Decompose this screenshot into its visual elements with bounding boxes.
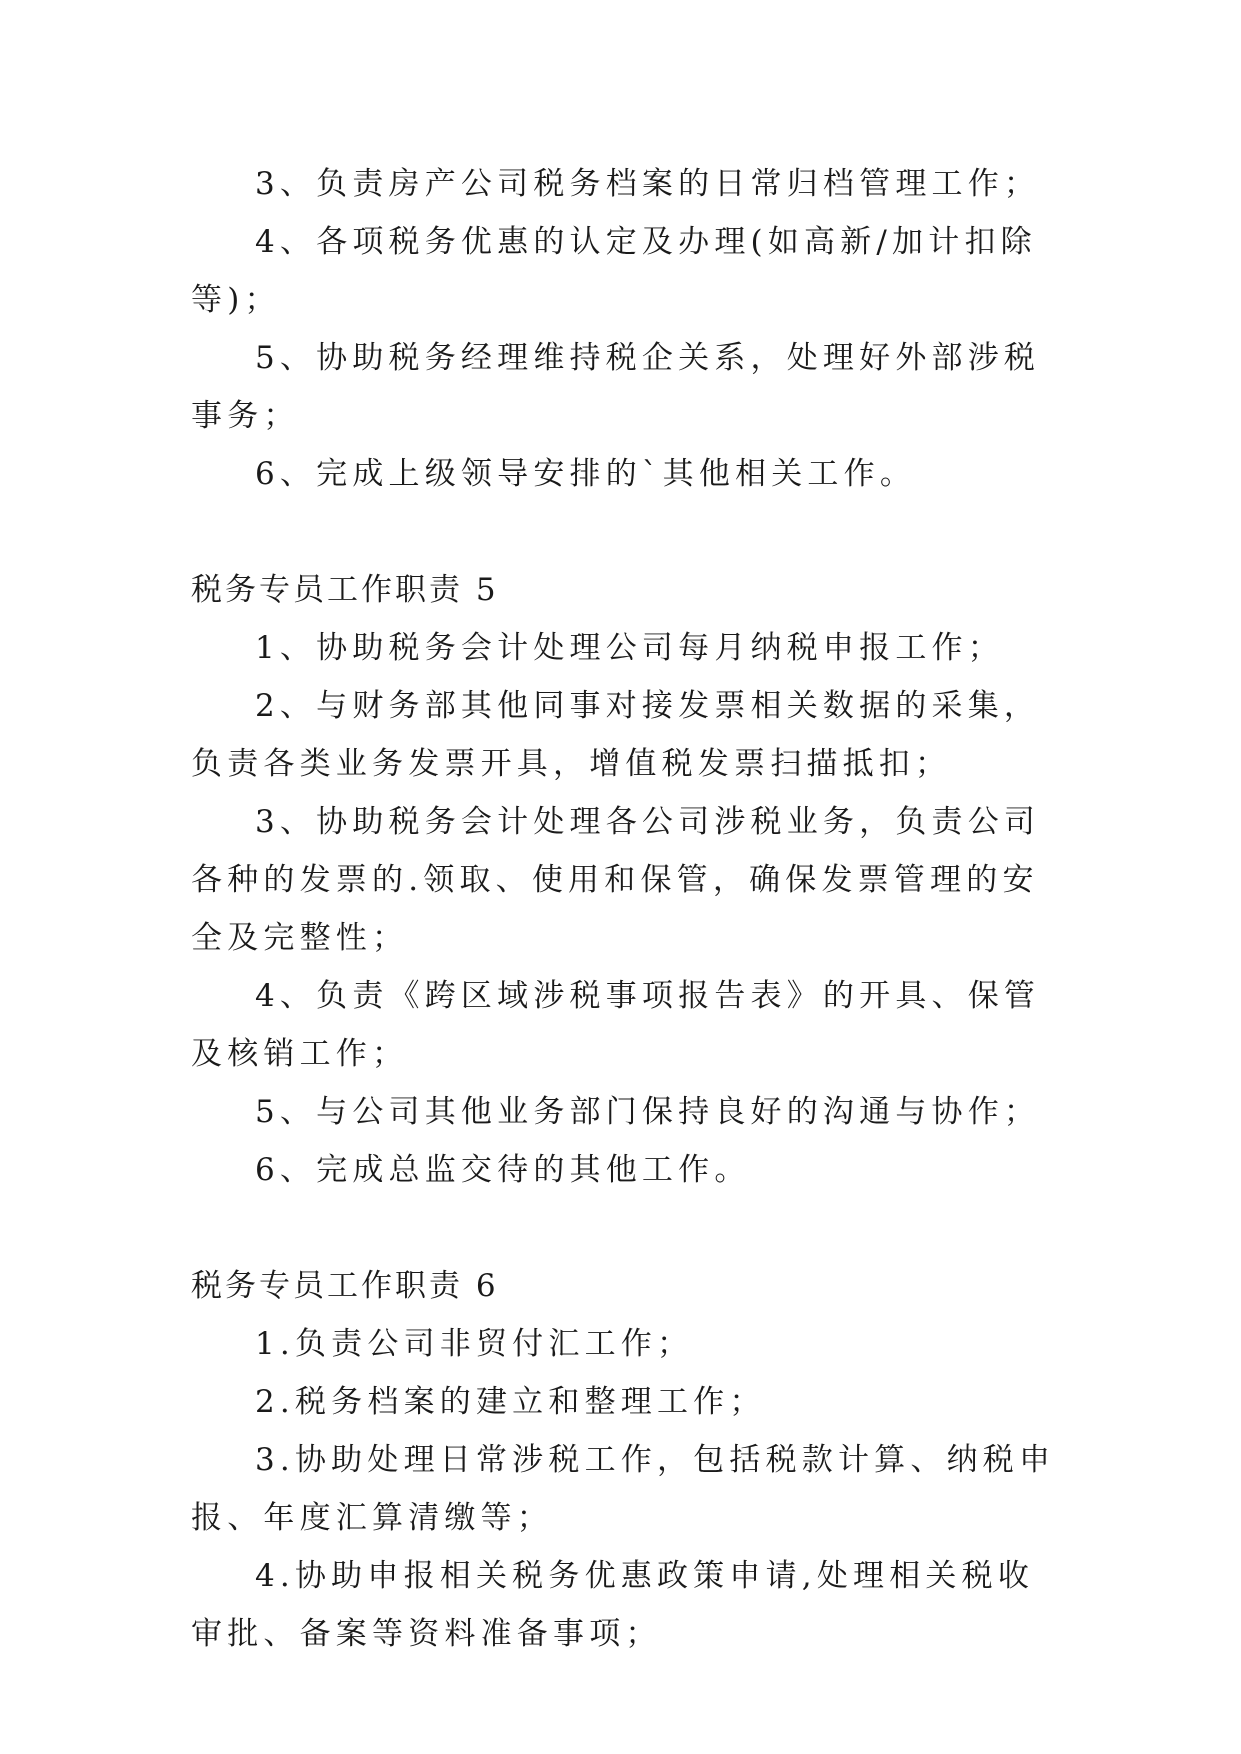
list-item: 1、协助税务会计处理公司每月纳税申报工作； (255, 630, 1004, 666)
list-item: 5、与公司其他业务部门保持良好的沟通与协作； (255, 1094, 1041, 1130)
list-item: 2、与财务部其他同事对接发票相关数据的采集，负责各类业务发票开具，增值税发票扫描抵扣； (191, 688, 1041, 782)
section-top (191, 155, 1061, 503)
list-item: 2.税务档案的建立和整理工作； (255, 1384, 766, 1420)
list-item: 1.负责公司非贸付汇工作； (255, 1326, 694, 1362)
list-item: 6、完成上级领导安排的`其他相关工作。 (255, 456, 917, 492)
list-item: 4、负责《跨区域涉税事项报告表》的开具、保管及核销工作； (191, 978, 1041, 1072)
list-item: 4、各项税务优惠的认定及办理(如高新/加计扣除等)； (191, 224, 1037, 318)
list-item: 3.协助处理日常涉税工作，包括税款计算、纳税申报、年度汇算清缴等； (191, 1442, 1056, 1536)
list-item: 3、负责房产公司税务档案的日常归档管理工作； (255, 166, 1041, 202)
section-spacer (191, 1199, 1061, 1257)
section-heading: 税务专员工作职责 5 (191, 572, 499, 608)
section-heading: 税务专员工作职责 6 (191, 1268, 499, 1304)
list-item: 5、协助税务经理维持税企关系，处理好外部涉税事务； (191, 340, 1041, 434)
section-6 (191, 1257, 1061, 1663)
list-item: 3、协助税务会计处理各公司涉税业务，负责公司各种的发票的.领取、使用和保管，确保发票管理的安全及完整性； (191, 804, 1041, 956)
document-page (191, 155, 1061, 1663)
section-spacer (191, 503, 1061, 561)
list-item: 6、完成总监交待的其他工作。 (255, 1152, 751, 1188)
section-5 (191, 561, 1061, 1199)
list-item: 4.协助申报相关税务优惠政策申请,处理相关税收审批、备案等资料准备事项； (191, 1558, 1035, 1652)
